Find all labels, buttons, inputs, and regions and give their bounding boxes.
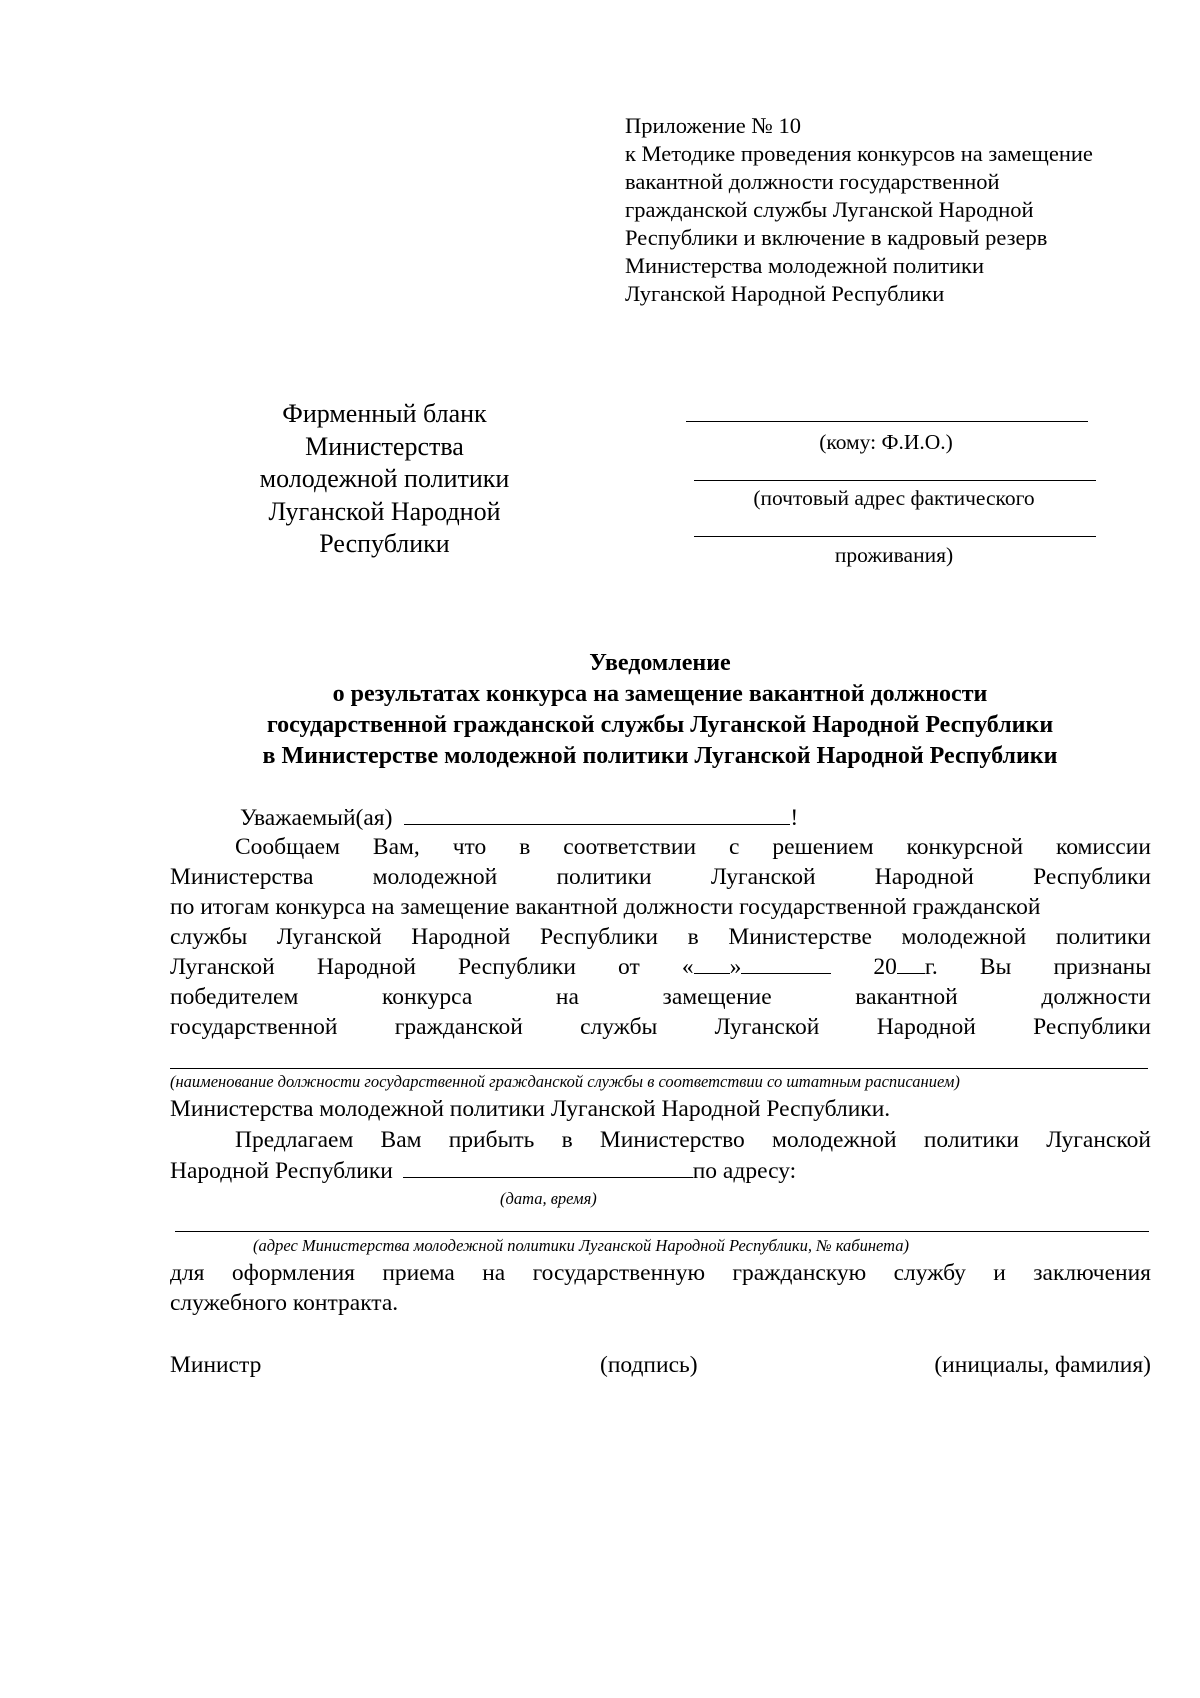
paragraph-line xyxy=(170,892,1151,922)
word: вакантной xyxy=(855,984,958,1010)
greeting-text: Уважаемый(ая) xyxy=(240,805,393,831)
line-text: служебного контракта. xyxy=(170,1290,399,1316)
word: признаны xyxy=(1053,954,1151,980)
recipient-name-line xyxy=(686,421,1088,422)
title-line: Уведомление xyxy=(589,650,731,676)
word: замещение xyxy=(662,984,772,1010)
paragraph-line xyxy=(170,1288,1151,1318)
word: и xyxy=(993,1260,1006,1286)
line-text: по адресу: xyxy=(692,1158,797,1184)
year-field: 20 г. xyxy=(873,954,938,980)
word: политики xyxy=(1055,924,1151,950)
word: Народной xyxy=(411,924,511,950)
paragraph-line xyxy=(235,1125,1151,1155)
title-line: о результатах конкурса на замещение вакантной должности xyxy=(332,681,988,707)
word: Республики xyxy=(540,924,658,950)
letterhead-line: Министерства xyxy=(305,431,464,461)
line-text: Министерства молодежной политики Луганской Народной Республики. xyxy=(170,1096,891,1122)
word: для xyxy=(170,1260,205,1286)
month-blank xyxy=(741,953,831,974)
paragraph-line xyxy=(170,1258,1151,1288)
recipient-name-label: (кому: Ф.И.О.) xyxy=(819,430,953,454)
word: Республики xyxy=(1033,864,1151,890)
paragraph-line xyxy=(170,862,1151,892)
word: Сообщаем xyxy=(235,834,340,860)
word: приема xyxy=(382,1260,455,1286)
word: с xyxy=(729,834,740,860)
word: в xyxy=(519,834,531,860)
word: что xyxy=(452,834,487,860)
word: должности xyxy=(1041,984,1151,1010)
addressee-name-blank xyxy=(404,802,790,825)
word: в xyxy=(561,1127,573,1153)
recipient-address-label-1: (почтовый адрес фактического xyxy=(753,486,1035,510)
word: прибыть xyxy=(448,1127,535,1153)
recipient-address-label-2: проживания) xyxy=(834,543,954,567)
word: молодежной xyxy=(372,864,498,890)
appendix-line: Республики и включение в кадровый резерв xyxy=(625,225,1048,250)
word: конкурса xyxy=(381,984,473,1010)
appendix-line: вакантной должности государственной xyxy=(625,169,1000,194)
address-blank xyxy=(175,1231,1149,1232)
word: Министерстве xyxy=(728,924,872,950)
word: государственной xyxy=(170,1014,338,1040)
day-blank xyxy=(694,953,730,974)
word: политики xyxy=(923,1127,1019,1153)
paragraph-line xyxy=(170,1155,1151,1185)
appendix-line: Луганской Народной Республики xyxy=(625,281,945,306)
paragraph-line xyxy=(170,922,1151,952)
title-line: государственной гражданской службы Луганской Народной Республики xyxy=(266,712,1054,738)
greeting-end: ! xyxy=(790,805,799,831)
letterhead-line: Республики xyxy=(319,529,450,558)
address-caption: (адрес Министерства молодежной политики Луганской Народной Республики, № кабинета) xyxy=(253,1236,910,1255)
paragraph-line xyxy=(170,952,1151,982)
word: на xyxy=(482,1260,506,1286)
word: Луганской xyxy=(276,924,382,950)
word: гражданскую xyxy=(732,1260,867,1286)
signatory-name-label: (инициалы, фамилия) xyxy=(934,1352,1151,1378)
line-text: по итогам конкурса на замещение вакантной должности государственной гражданской xyxy=(170,894,1041,920)
word: Луганской xyxy=(710,864,816,890)
appendix-line: гражданской службы Луганской Народной xyxy=(625,197,1034,222)
word: Народной xyxy=(316,954,416,980)
word: Вам xyxy=(380,1127,422,1153)
word: заключения xyxy=(1033,1260,1151,1286)
appendix-line: Министерства молодежной политики xyxy=(625,253,985,278)
recipient-address-line-1 xyxy=(694,480,1096,481)
paragraph-line xyxy=(170,982,1151,1012)
word: Народной xyxy=(874,864,974,890)
word: от xyxy=(618,954,640,980)
word: Министерство xyxy=(599,1127,745,1153)
signature-row xyxy=(170,1350,1151,1380)
word: Луганской xyxy=(714,1014,820,1040)
word: Республики xyxy=(458,954,576,980)
word: Министерства xyxy=(170,864,314,890)
word: Луганской xyxy=(1046,1127,1151,1153)
word: службы xyxy=(170,924,248,950)
word: политики xyxy=(556,864,652,890)
position-caption: (наименование должности государственной гражданской службы в соответствии со штатным расписанием) xyxy=(170,1072,960,1091)
word: комиссии xyxy=(1055,834,1151,860)
word: соответствии xyxy=(563,834,697,860)
word: на xyxy=(555,984,579,1010)
position-name-blank xyxy=(170,1068,1148,1069)
word: в xyxy=(687,924,699,950)
appendix-line: Приложение № 10 xyxy=(625,113,801,138)
paragraph-line xyxy=(235,832,1151,862)
word: победителем xyxy=(170,984,299,1010)
greeting-line xyxy=(240,802,940,832)
word: службы xyxy=(580,1014,658,1040)
paragraph-line xyxy=(170,1094,1151,1124)
appendix-header xyxy=(625,112,1093,308)
word: оформления xyxy=(231,1260,355,1286)
word: службу xyxy=(893,1260,966,1286)
signatory-position: Министр xyxy=(170,1352,262,1378)
letterhead-line: Фирменный бланк xyxy=(282,399,487,428)
letterhead-line: молодежной политики xyxy=(259,464,510,493)
word: молодежной xyxy=(901,924,1027,950)
word: Предлагаем xyxy=(235,1127,354,1153)
word: молодежной xyxy=(771,1127,897,1153)
signature-label: (подпись) xyxy=(600,1352,698,1378)
word: конкурсной xyxy=(906,834,1024,860)
document-title xyxy=(150,648,1170,772)
recipient-address-line-2 xyxy=(694,536,1096,537)
date-field: « » xyxy=(682,952,832,982)
year-blank xyxy=(897,953,925,974)
letterhead-line: Луганской Народной xyxy=(268,496,501,526)
paragraph-line xyxy=(170,1012,1151,1042)
title-line: в Министерстве молодежной политики Луганской Народной Республики xyxy=(262,743,1058,769)
word: Народной xyxy=(876,1014,976,1040)
datetime-blank xyxy=(403,1155,693,1178)
word: Вы xyxy=(979,954,1012,980)
word: гражданской xyxy=(394,1014,523,1040)
word: Вам, xyxy=(372,834,420,860)
letterhead-block xyxy=(232,398,537,561)
word: Республики xyxy=(1033,1014,1151,1040)
appendix-line: к Методике проведения конкурсов на замещение xyxy=(625,141,1093,166)
word: Луганской xyxy=(170,954,275,980)
word: государственную xyxy=(532,1260,706,1286)
word: решением xyxy=(772,834,874,860)
line-text: Народной Республики xyxy=(170,1158,393,1184)
datetime-caption: (дата, время) xyxy=(500,1189,597,1208)
